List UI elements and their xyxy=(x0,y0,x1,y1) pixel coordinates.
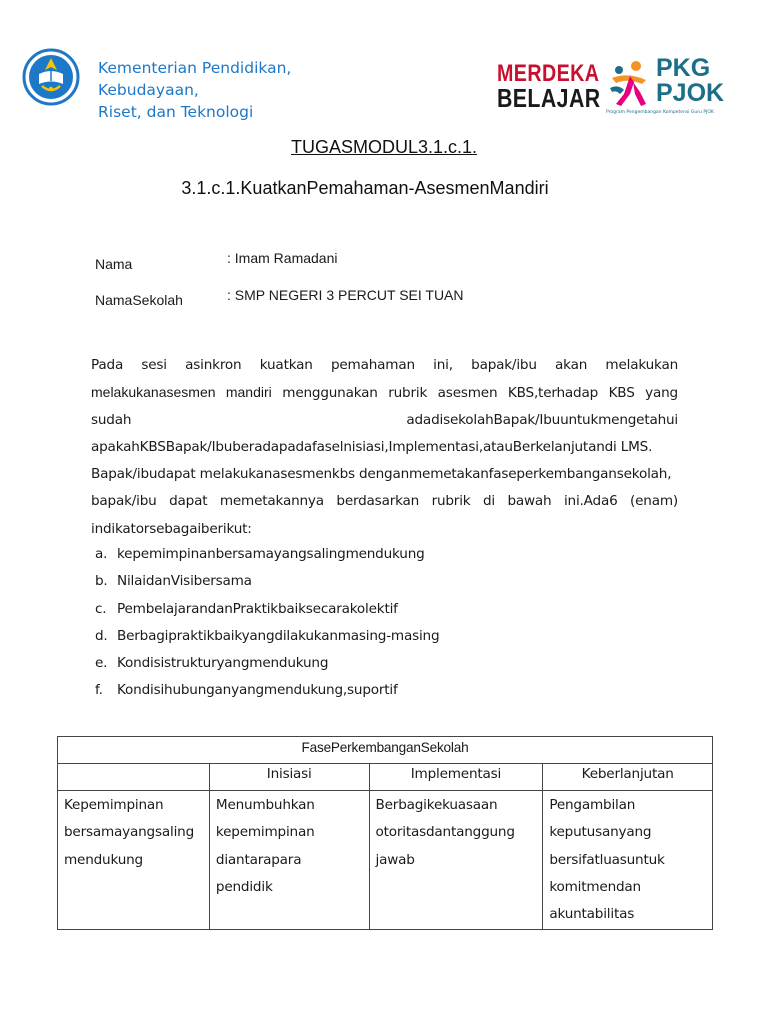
table-row xyxy=(58,791,713,930)
list-item xyxy=(95,596,655,623)
table-cell xyxy=(58,791,210,930)
table-header-cell: Inisiasi xyxy=(209,764,369,791)
pjok-figure-icon xyxy=(606,58,652,108)
cell-line: jawab xyxy=(375,851,415,868)
list-marker: d. xyxy=(95,627,108,644)
cell-line: komitmendan xyxy=(549,878,641,895)
paragraph-text: sudah xyxy=(91,411,132,428)
belajar-word: BELAJAR xyxy=(497,83,601,113)
paragraph-line: apakahKBSBapak/Ibuberadapadafaselnisiasi,Implementasi,atauBerkelanjutandi LMS. xyxy=(91,438,653,455)
list-item-text: Berbagipraktikbaikyangdilakukanmasing-masing xyxy=(117,627,440,644)
cell-line: mendukung xyxy=(64,851,143,868)
intro-paragraph xyxy=(91,352,678,543)
cell-line: keputusanyang xyxy=(549,824,652,841)
indicator-list xyxy=(95,541,655,705)
document-title: TUGASMODUL3.1.c.1. xyxy=(290,137,478,157)
paragraph-text: menggunakan rubrik asesmen KBS,terhadap KBS yang xyxy=(271,385,678,402)
paragraph-line xyxy=(91,407,678,434)
table-header-cell: Keberlanjutan xyxy=(543,764,713,791)
list-item-text: kepemimpinanbersamayangsalingmendukung xyxy=(117,546,425,562)
cell-line: bersifatluasuntuk xyxy=(549,851,665,868)
table-header-cell: Implementasi xyxy=(369,764,543,791)
table-header-cell xyxy=(58,764,210,791)
ministry-name xyxy=(98,57,318,123)
cell-line: Berbagikekuasaan xyxy=(375,797,498,813)
ministry-line: Kebudayaan, xyxy=(98,81,199,99)
kemdikbud-logo-icon xyxy=(22,48,80,106)
cell-line: bersamayangsaling xyxy=(64,824,194,841)
ministry-line: Kementerian Pendidikan, xyxy=(98,59,292,77)
table-cell xyxy=(369,791,543,930)
paragraph-line: indikatorsebagaiberikut: xyxy=(91,520,252,537)
emphasized-phrase: melakukanasesmen mandiri xyxy=(91,384,272,401)
document-subtitle: 3.1.c.1.KuatkanPemahaman-AsesmenMandiri xyxy=(181,178,549,198)
list-item xyxy=(95,541,655,568)
name-label: Nama xyxy=(95,256,133,272)
paragraph-line: Pada sesi asinkron kuatkan pemahaman ini, bapak/ibu akan melakukan xyxy=(91,357,678,373)
list-item xyxy=(95,623,655,650)
school-value: : SMP NEGERI 3 PERCUT SEI TUAN xyxy=(227,287,464,303)
list-item-text: Kondisistrukturyangmendukung xyxy=(117,655,329,672)
school-label: NamaSekolah xyxy=(95,292,183,308)
list-item-text: NilaidanVisibersama xyxy=(117,573,252,590)
list-item xyxy=(95,650,655,677)
list-item xyxy=(95,677,655,704)
pkg-pjok-logo xyxy=(656,56,724,106)
ministry-line: Riset, dan Teknologi xyxy=(98,103,254,121)
cell-line: diantarapara xyxy=(215,851,302,868)
cell-line: otoritasdantanggung xyxy=(375,824,515,841)
list-marker: a. xyxy=(95,546,108,562)
paragraph-line: bapak/ibu dapat memetakannya berdasarkan rubrik di bawah ini.Ada6 (enam) xyxy=(91,493,678,510)
pjok-tagline: Program Pengembangan Kompetensi Guru PJOK xyxy=(606,110,714,115)
cell-line: Kepemimpinan xyxy=(64,797,164,813)
cell-line: pendidik xyxy=(215,878,273,895)
pjok-tagline-wrap xyxy=(606,110,726,116)
cell-line: Pengambilan xyxy=(549,797,636,813)
table-cell xyxy=(543,791,713,930)
list-item xyxy=(95,568,655,595)
pkg-word: PKG xyxy=(656,54,711,82)
table-cell xyxy=(209,791,369,930)
pjok-word: PJOK xyxy=(656,79,725,107)
merdeka-word: MERDEKA xyxy=(497,60,600,87)
list-marker: e. xyxy=(95,655,108,672)
phase-table xyxy=(57,736,713,930)
table-title: FasePerkembanganSekolah xyxy=(58,737,713,764)
table-header-row xyxy=(58,764,713,791)
list-item-text: Kondisihubunganyangmendukung,suportif xyxy=(117,682,398,699)
name-value: : Imam Ramadani xyxy=(227,250,338,266)
merdeka-belajar-logo xyxy=(497,60,601,113)
paragraph-text: adadisekolahBapak/Ibuuntukmengetahui xyxy=(406,411,678,428)
list-marker: f. xyxy=(95,682,103,699)
list-item-text: PembelajarandanPraktikbaiksecarakolektif xyxy=(117,600,398,617)
cell-line: akuntabilitas xyxy=(549,906,635,923)
list-marker: b. xyxy=(95,573,108,590)
paragraph-line xyxy=(91,379,678,406)
list-marker: c. xyxy=(95,600,107,617)
table-title-row xyxy=(58,737,713,764)
cell-line: kepemimpinan xyxy=(215,824,315,841)
cell-line: Menumbuhkan xyxy=(215,797,315,813)
paragraph-line: Bapak/ibudapat melakukanasesmenkbs denganmemetakanfaseperkembangansekolah, xyxy=(91,466,672,483)
